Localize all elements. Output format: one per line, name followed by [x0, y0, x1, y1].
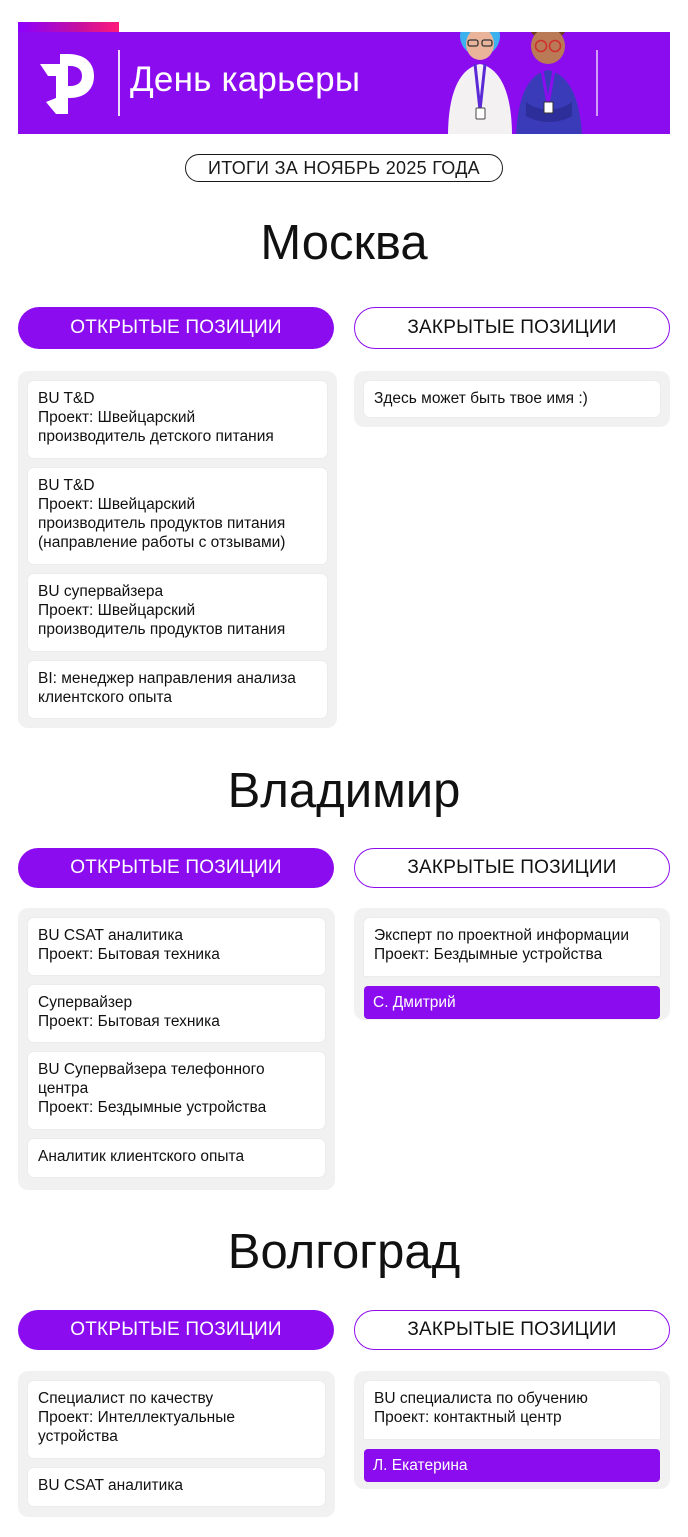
city-title-volgograd: Волгоград [227, 1225, 461, 1279]
position-line: BU супервайзера [38, 583, 164, 600]
position-line: Аналитик клиентского опыта [38, 1148, 245, 1165]
position-line: Проект: Швейцарский [38, 602, 196, 619]
open-positions-panel [18, 908, 335, 1190]
position-line: BU T&D [38, 390, 95, 407]
header-divider-right [596, 50, 598, 116]
period-badge: ИТОГИ ЗА НОЯБРЬ 2025 ГОДА [185, 154, 503, 182]
position-card [364, 1381, 660, 1439]
position-line: BI: менеджер направления анализа [38, 670, 296, 687]
position-line: Специалист по качеству [38, 1390, 214, 1407]
position-line: BU T&D [38, 477, 95, 494]
city-title-vladimir: Владимир [227, 764, 461, 818]
position-card [28, 574, 327, 651]
assignee-badge: С. Дмитрий [364, 986, 660, 1019]
closed-positions-label: ЗАКРЫТЫЕ ПОЗИЦИИ [354, 1310, 670, 1350]
position-card [28, 1381, 325, 1458]
closed-positions-label: ЗАКРЫТЫЕ ПОЗИЦИИ [354, 307, 670, 349]
position-line: Эксперт по проектной информации [374, 927, 630, 944]
position-card [28, 1468, 325, 1506]
position-card [28, 985, 325, 1042]
position-card [28, 381, 327, 458]
position-line: Проект: Швейцарский [38, 409, 196, 426]
header-divider-left [118, 50, 120, 116]
position-line: Проект: Интеллектуальные [38, 1409, 235, 1426]
closed-positions-panel [354, 371, 670, 427]
position-line: устройства [38, 1428, 118, 1445]
closed-positions-panel [354, 908, 670, 1020]
position-card [28, 1052, 325, 1129]
mascots-illustration [408, 32, 598, 134]
position-card [28, 918, 325, 975]
position-line: (направление работы с отзывами) [38, 534, 286, 551]
position-line: производитель продуктов питания [38, 515, 286, 532]
assignee-badge: Л. Екатерина [364, 1449, 660, 1482]
position-card [364, 918, 660, 976]
position-line: Проект: Бытовая техника [38, 946, 220, 963]
position-line: Проект: Бездымные устройства [38, 1099, 267, 1116]
position-line: производитель детского питания [38, 428, 274, 445]
position-card [28, 661, 327, 718]
position-line: Здесь может быть твое имя :) [374, 390, 588, 407]
position-line: BU Супервайзера телефонного [38, 1061, 265, 1078]
position-line: BU CSAT аналитика [38, 1477, 184, 1494]
position-line: BU CSAT аналитика [38, 927, 184, 944]
position-line: Проект: контактный центр [374, 1409, 562, 1426]
position-line: Супервайзер [38, 994, 133, 1011]
header-banner [18, 32, 670, 134]
open-positions-label: ОТКРЫТЫЕ ПОЗИЦИИ [18, 848, 334, 888]
open-positions-panel [18, 371, 337, 728]
position-line: BU специалиста по обучению [374, 1390, 588, 1407]
open-positions-label: ОТКРЫТЫЕ ПОЗИЦИИ [18, 1310, 334, 1350]
position-card [28, 1139, 325, 1177]
header-accent-tab [18, 22, 119, 32]
position-line: производитель продуктов питания [38, 621, 286, 638]
closed-positions-panel [354, 1371, 670, 1489]
city-title-moscow: Москва [260, 216, 428, 270]
position-card [364, 381, 660, 417]
page-title: День карьеры [130, 60, 361, 99]
position-line: Проект: Бытовая техника [38, 1013, 220, 1030]
open-positions-label: ОТКРЫТЫЕ ПОЗИЦИИ [18, 307, 334, 349]
open-positions-panel [18, 1371, 335, 1517]
position-card [28, 468, 327, 564]
position-line: Проект: Швейцарский [38, 496, 196, 513]
brand-logo-icon [38, 54, 96, 114]
position-line: центра [38, 1080, 89, 1097]
position-line: Проект: Бездымные устройства [374, 946, 603, 963]
closed-positions-label: ЗАКРЫТЫЕ ПОЗИЦИИ [354, 848, 670, 888]
position-line: клиентского опыта [38, 689, 173, 706]
